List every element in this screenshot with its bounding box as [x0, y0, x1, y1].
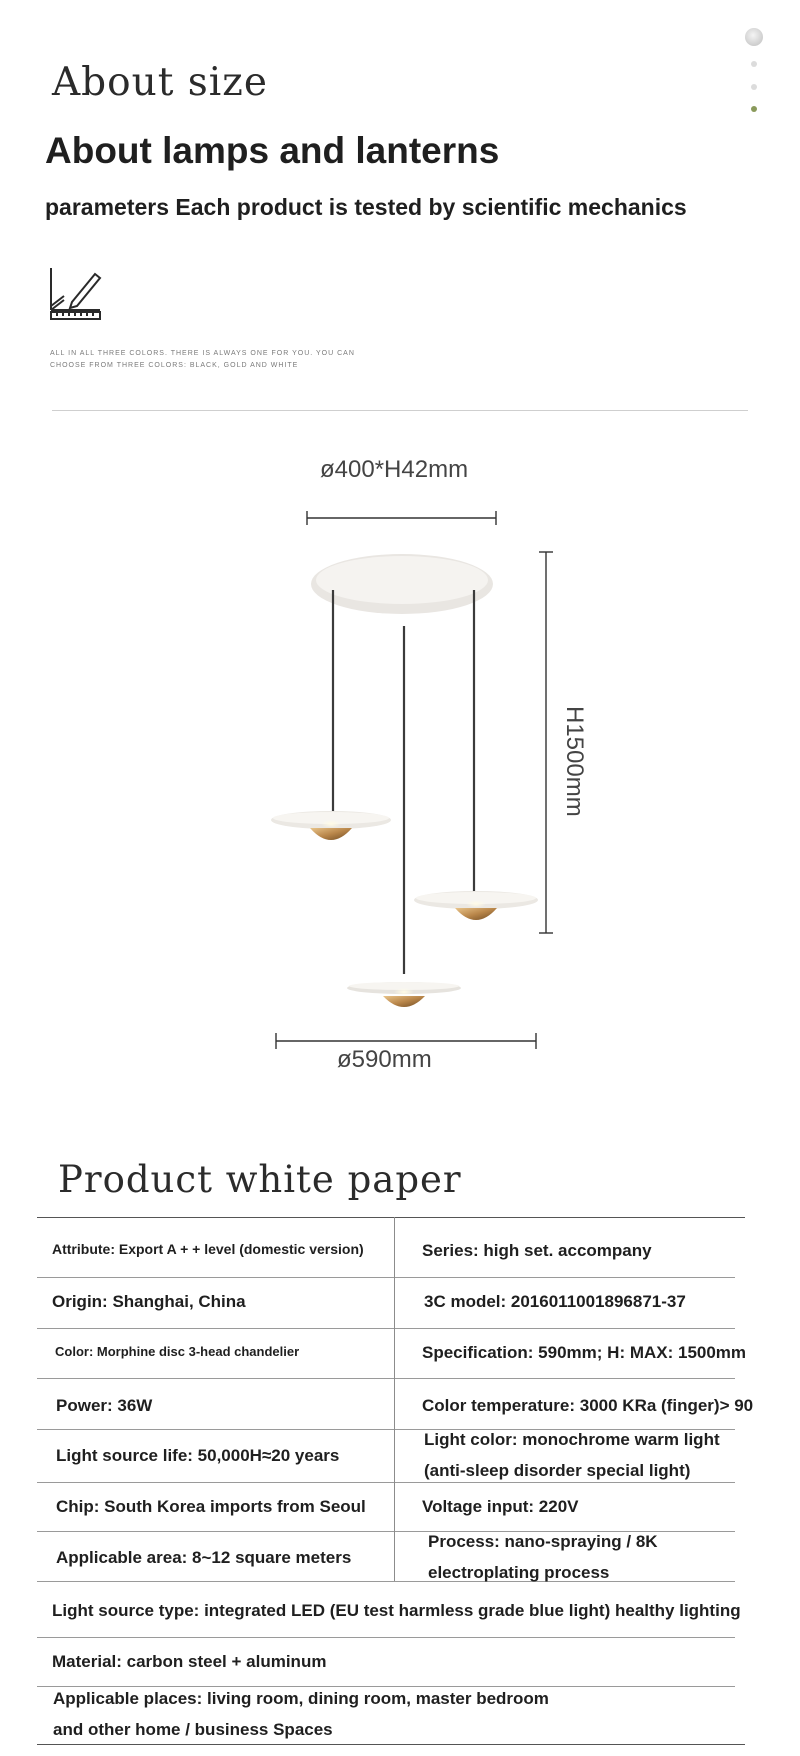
pendant-center — [347, 982, 461, 1007]
white-paper-title: Product white paper — [58, 1158, 462, 1201]
spec-applicable-places-line-2: and other home / business Spaces — [53, 1720, 333, 1739]
spec-color-temperature: Color temperature: 3000 KRa (finger)> 90 — [422, 1396, 754, 1415]
ruler-pencil-icon — [48, 266, 104, 322]
spec-applicable-area: Applicable area: 8~12 square meters — [56, 1548, 352, 1567]
pager-dot-4[interactable] — [751, 106, 757, 112]
page-title: About lamps and lanterns — [45, 130, 500, 171]
spec-process-line-2: electroplating process — [428, 1563, 610, 1582]
spec-voltage: Voltage input: 220V — [422, 1497, 579, 1516]
spec-attribute: Attribute: Export A + + level (domestic version) — [52, 1241, 364, 1257]
spec-light-color-line-1: Light color: monochrome warm light — [424, 1430, 720, 1449]
row-separator — [37, 1531, 394, 1532]
spread-dimension-line — [276, 1033, 536, 1049]
colors-note — [50, 348, 430, 372]
spec-light-source-life: Light source life: 50,000H≈20 years — [56, 1446, 340, 1465]
spread-dimension-label: ø590mm — [337, 1046, 432, 1073]
row-separator — [37, 1328, 394, 1329]
spec-material: Material: carbon steel + aluminum — [52, 1652, 327, 1671]
row-separator — [37, 1429, 394, 1430]
table-bottom-rule — [37, 1744, 745, 1745]
pendant-left — [271, 811, 391, 840]
section-title: About size — [52, 60, 268, 105]
page-subtitle: parameters Each product is tested by scientific mechanics — [45, 194, 687, 220]
spec-process — [428, 1526, 658, 1588]
spec-light-color-line-2: (anti-sleep disorder special light) — [424, 1461, 691, 1480]
spec-3c-model: 3C model: 2016011001896871-37 — [424, 1292, 686, 1311]
pager-dot-3[interactable] — [751, 84, 757, 90]
pager-dot-2[interactable] — [751, 61, 757, 67]
spec-specification: Specification: 590mm; H: MAX: 1500mm — [422, 1343, 747, 1362]
colors-note-line-2: CHOOSE FROM THREE COLORS: BLACK, GOLD AND WHITE — [50, 362, 299, 369]
spec-light-source-type: Light source type: integrated LED (EU test harmless grade blue light) healthy lighting — [52, 1601, 741, 1620]
suspension-cords — [333, 590, 474, 974]
pendant-right — [414, 891, 538, 920]
table-top-rule — [37, 1217, 745, 1218]
spec-applicable-places-line-1: Applicable places: living room, dining room, master bedroom — [53, 1689, 549, 1708]
row-separator — [37, 1637, 735, 1638]
spec-series: Series: high set. accompany — [422, 1241, 652, 1260]
spec-origin: Origin: Shanghai, China — [52, 1292, 246, 1311]
chandelier-dimension-diagram — [0, 500, 800, 1060]
pager-dot-1[interactable] — [745, 28, 763, 46]
height-dimension-line — [539, 552, 553, 933]
spec-chip: Chip: South Korea imports from Seoul — [56, 1497, 366, 1516]
table-column-divider — [394, 1217, 395, 1581]
colors-note-line-1: ALL IN ALL THREE COLORS. THERE IS ALWAYS ONE FOR YOU. YOU CAN — [50, 350, 355, 357]
divider — [52, 410, 748, 411]
spec-color: Color: Morphine disc 3-head chandelier — [55, 1344, 300, 1359]
row-separator — [395, 1277, 735, 1278]
row-separator — [37, 1277, 394, 1278]
canopy-dimension-line — [307, 511, 496, 525]
row-separator — [395, 1328, 735, 1329]
row-separator — [37, 1378, 394, 1379]
spec-process-line-1: Process: nano-spraying / 8K — [428, 1532, 658, 1551]
row-separator — [37, 1482, 394, 1483]
spec-applicable-places — [53, 1683, 549, 1745]
height-dimension-label: H1500mm — [561, 706, 588, 817]
ceiling-canopy — [311, 554, 493, 614]
row-separator — [395, 1378, 735, 1379]
spec-power: Power: 36W — [56, 1396, 153, 1415]
spec-light-color — [424, 1424, 720, 1486]
canopy-dimension-label: ø400*H42mm — [320, 456, 469, 483]
